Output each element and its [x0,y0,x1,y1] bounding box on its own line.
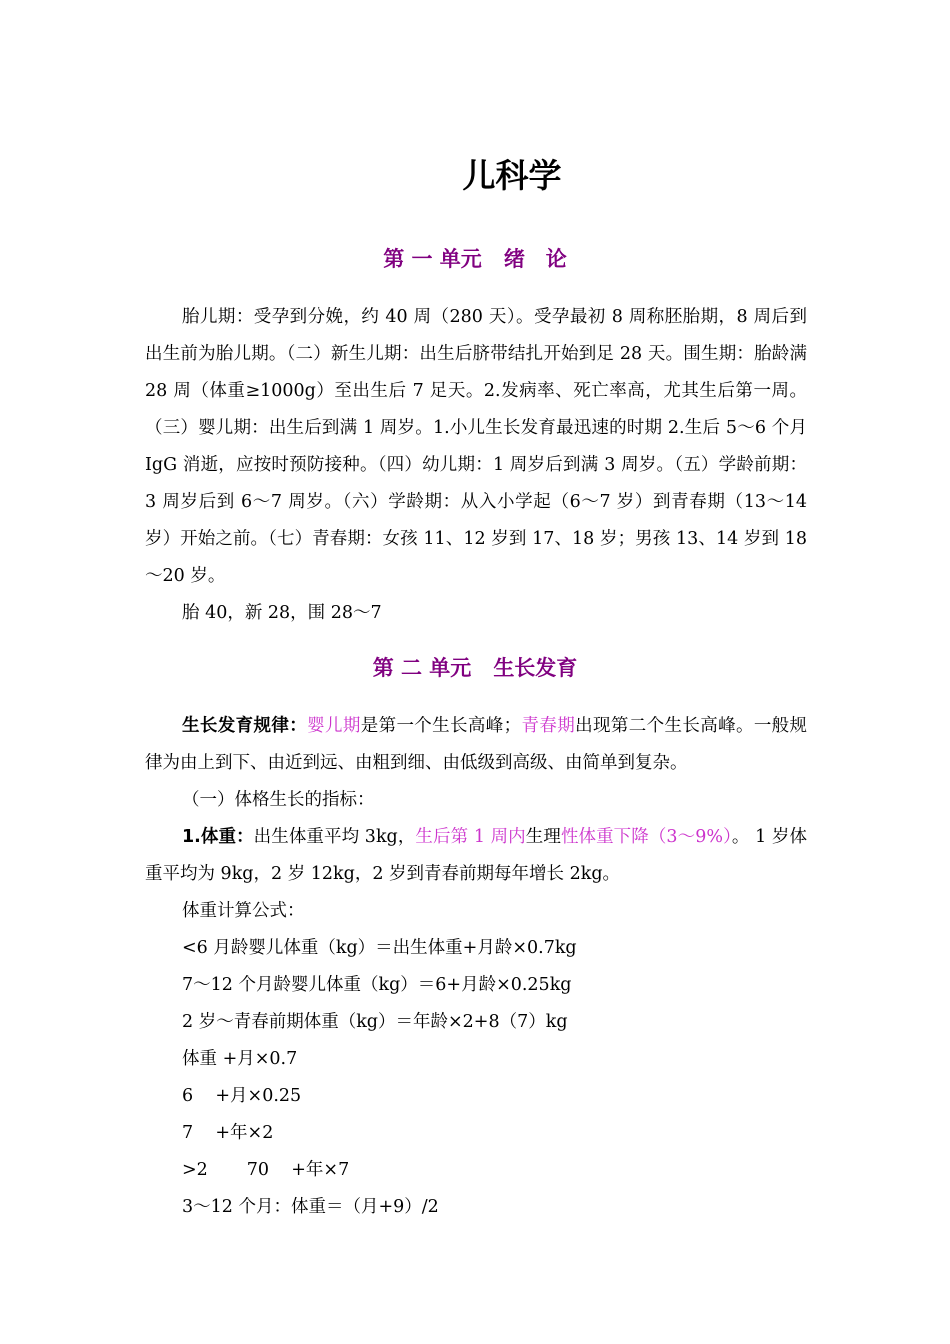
unit2-body [145,708,807,1226]
weight-colon: ： [236,827,254,847]
unit1-body [145,299,807,632]
unit1-heading [0,244,950,274]
formula-line: 6 +月×0.25 [182,1086,302,1106]
formula-line: >2 70 +年×7 [182,1160,350,1180]
section1-heading: （一）体格生长的指标： [182,790,375,810]
growth-paragraph [145,708,807,782]
formula-line: <6 月龄婴儿体重（kg）＝出生体重+月龄×0.7kg [182,938,577,958]
growth-highlight-infancy: 婴儿期 [307,716,361,736]
weight-label: 1.体重 [182,827,237,847]
growth-text-2: 出现第二个生长高峰。一般规律为由上到下、由近到远、由粗到细、由低级到高级、由简单到复杂。 [145,716,808,773]
weight-text-3: 。 1 岁体重平均为 9kg，2 岁 12kg，2 岁到青春前期每年增长 2kg。 [145,827,808,884]
formula-line: 7 +年×2 [182,1123,274,1143]
growth-colon: ： [289,716,308,736]
formula-title: 体重计算公式： [182,901,305,921]
formula-line: 3～12 个月：体重＝（月+9）/2 [182,1197,439,1217]
unit2-name: 生长发育 [493,656,578,680]
document-title: 儿科学 [462,156,562,195]
unit1-paragraph: 胎儿期：受孕到分娩，约 40 周（280 天）。受孕最初 8 周称胚胎期，8 周后到出生前为胎儿期。（二）新生儿期：出生后脐带结扎开始到足 28 天。围生期：胎龄满 28 周（体重≥1000g）至出生后 7 足天。2.发病率、死亡率高，尤其生后第一周。（三）婴儿期：出生后到满 1 周岁。1.小儿生长发育最迅速的时期 2.生后 5～6 个月 IgG 消逝，应按时预防接种。（四）幼儿期：1 周岁后到满 3 周岁。（五）学龄前期：3 周岁后到 6～7 周岁。（六）学龄期：从入小学起（6～7 岁）到青春期（13～14 岁）开始之前。（七）青春期：女孩 11、12 岁到 17、18 岁；男孩 13、14 岁到 18～20 岁。 [145,307,807,586]
weight-highlight-week1: 生后第 1 周内 [415,827,526,847]
weight-paragraph [145,819,807,893]
unit1-mnemonic: 胎 40，新 28，围 28～7 [182,603,382,623]
unit1-name: 绪 论 [503,247,567,271]
weight-highlight-drop: 性体重下降（3～9%） [560,827,732,847]
growth-highlight-puberty: 青春期 [521,716,576,736]
weight-text-1: 出生体重平均 3kg， [253,827,416,847]
growth-label: 生长发育规律 [182,716,290,736]
growth-text-1: 是第一个生长高峰； [360,716,522,736]
formula-line: 2 岁～青春前期体重（kg）＝年龄×2+8（7）kg [182,1012,568,1032]
formula-line: 体重 +月×0.7 [182,1049,298,1069]
weight-text-2: 生理 [525,827,561,847]
formula-line: 7～12 个月龄婴儿体重（kg）＝6+月龄×0.25kg [182,975,572,995]
unit2-heading [0,653,950,683]
unit1-prefix: 第 一 单元 [383,247,482,271]
unit2-prefix: 第 二 单元 [372,656,472,680]
